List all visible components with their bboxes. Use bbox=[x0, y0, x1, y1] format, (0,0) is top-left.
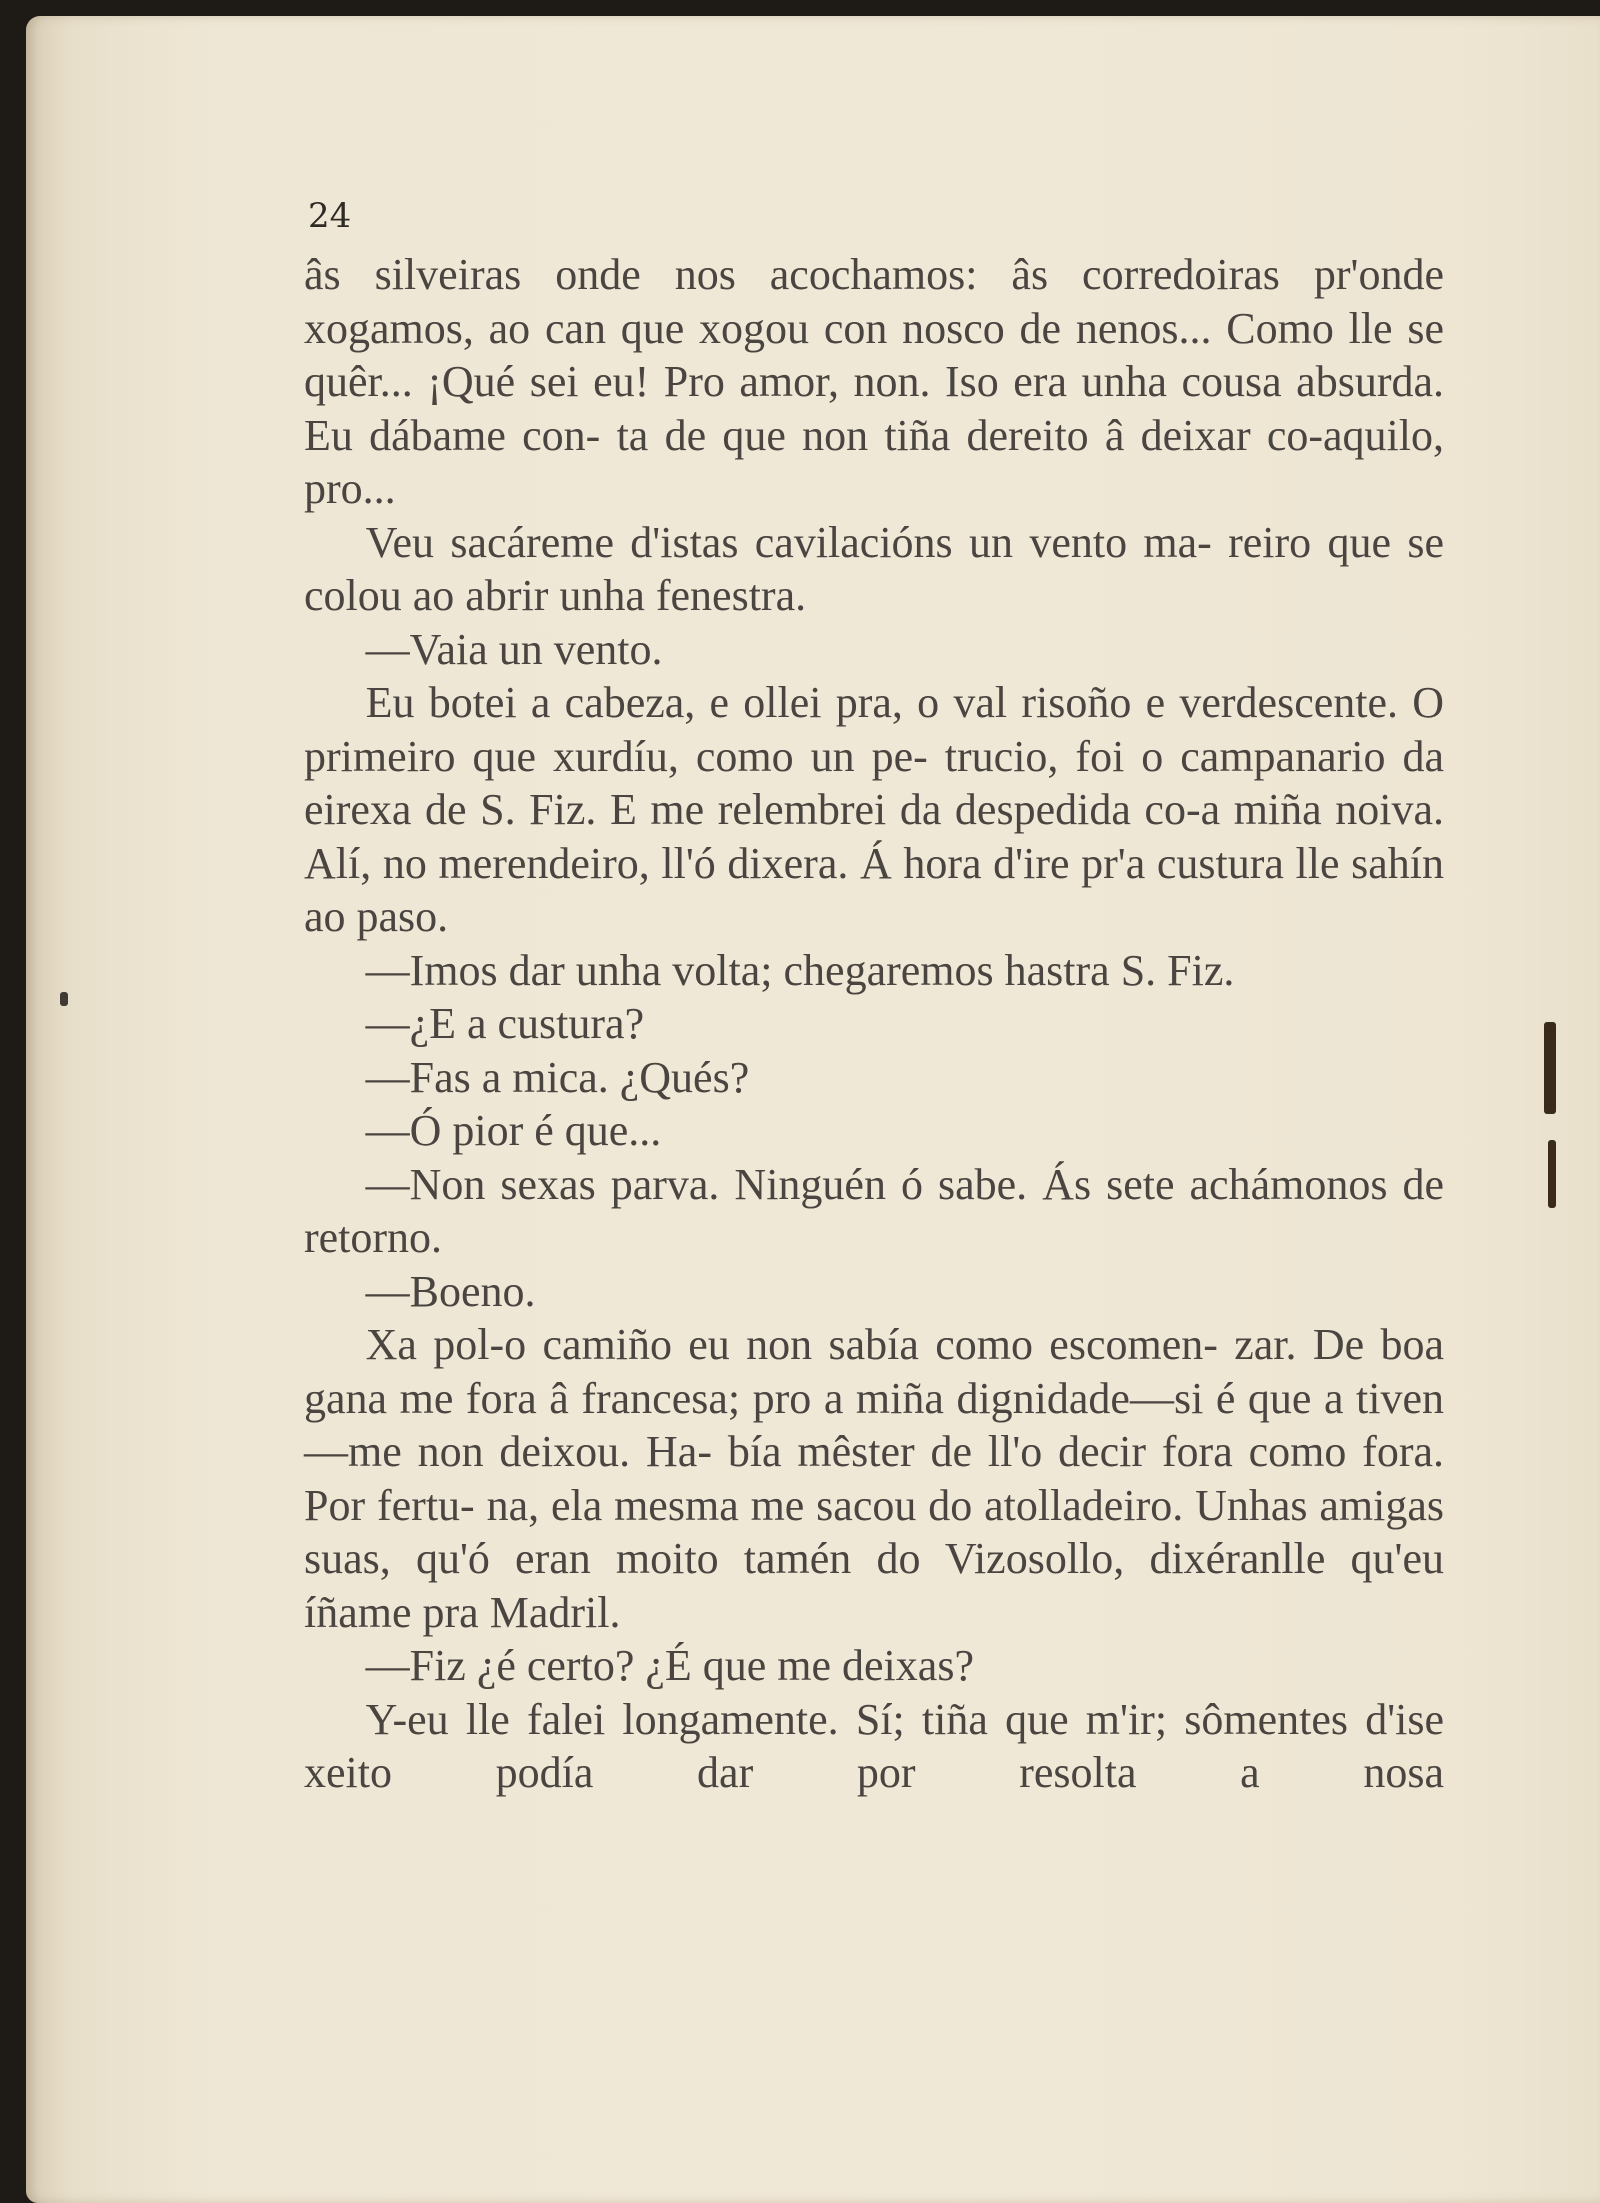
dialogue-line bbox=[304, 1639, 1444, 1693]
text-line: Y-eu lle falei longamente. Sí; tiña que m'ir; bbox=[365, 1694, 1168, 1744]
dialogue-line bbox=[304, 944, 1444, 998]
page-number: 24 bbox=[308, 196, 352, 236]
dialogue-line bbox=[304, 1104, 1444, 1158]
text-line: lle sahín ao paso. bbox=[304, 838, 1445, 941]
text-line: S. Fiz. bbox=[1120, 945, 1235, 995]
text-line: non. Iso era unha cousa absurda. Eu dábame con- bbox=[304, 357, 1445, 460]
text-line: —Fiz ¿é certo? ¿É que me deixas? bbox=[365, 1641, 974, 1690]
text-line: trucio, foi o campanario da eirexa de S. Fiz. E me bbox=[304, 731, 1445, 834]
text-line: reiro que se colou ao abrir unha fenestra. bbox=[304, 517, 1444, 620]
text-line: sômentes d'ise xeito podía dar por resolta a nosa bbox=[304, 1694, 1444, 1797]
edge-stain bbox=[1544, 1022, 1556, 1114]
dialogue-line bbox=[304, 997, 1444, 1051]
text-line: bía mêster de ll'o decir fora como fora. Por fertu- bbox=[304, 1427, 1444, 1530]
text-line: nenos... Como lle se quêr... ¡Qué sei eu! Pro amor, bbox=[304, 303, 1444, 406]
dialogue-line bbox=[304, 1265, 1444, 1319]
text-line: —Ó pior é que... bbox=[365, 1106, 662, 1155]
text-line: —Fas a mica. ¿Qués? bbox=[365, 1052, 750, 1102]
paragraph bbox=[304, 248, 1444, 516]
text-line: zar. De boa gana me fora â francesa; pro a miña bbox=[304, 1320, 1445, 1423]
text-line: —¿E a custura? bbox=[365, 999, 645, 1048]
text-line: amigas suas, qu'ó eran moito tamén do Vizosollo, bbox=[304, 1480, 1445, 1583]
text-line: verdescente. O primeiro que xurdíu, como un pe- bbox=[304, 678, 1445, 781]
text-line: —Boeno. bbox=[365, 1266, 536, 1316]
dialogue-line bbox=[304, 1051, 1444, 1105]
text-line: pr'onde xogamos, ao can que xogou con nosco de bbox=[304, 250, 1445, 353]
text-line: —Vaia un vento. bbox=[365, 624, 663, 674]
edge-stain bbox=[1548, 1140, 1556, 1208]
text-line: Veu sacáreme d'istas cavilacións un vento ma- bbox=[365, 517, 1212, 567]
paper-sheet bbox=[26, 16, 1600, 2203]
text-line: Xa pol-o camiño eu non sabía como escomen- bbox=[365, 1320, 1218, 1369]
paragraph bbox=[304, 676, 1444, 944]
text-line: ta de que non tiña dereito â deixar co-aquilo, pro... bbox=[304, 410, 1445, 513]
text-line: achámonos de retorno. bbox=[304, 1159, 1444, 1262]
text-line: âs silveiras onde nos acochamos: âs corredoiras bbox=[304, 250, 1280, 299]
dialogue-line bbox=[304, 1158, 1444, 1265]
paragraph bbox=[304, 1318, 1444, 1639]
text-line: Eu botei a cabeza, e ollei pra, o val risoño e bbox=[365, 678, 1166, 727]
text-line: relembrei da despedida co-a miña noiva. Alí, no bbox=[304, 785, 1444, 888]
text-line: na, ela mesma me sacou do atolladeiro. Unhas bbox=[486, 1480, 1308, 1530]
ink-fleck bbox=[60, 992, 68, 1006]
paragraph bbox=[304, 516, 1444, 623]
text-line: —Non sexas parva. Ninguén ó sabe. Ás sete bbox=[365, 1159, 1175, 1209]
body-text bbox=[304, 248, 1444, 1800]
dialogue-line bbox=[304, 623, 1444, 677]
text-line: dixéranlle qu'eu íñame pra Madril. bbox=[304, 1534, 1444, 1637]
text-line: —Imos dar unha volta; chegaremos hastra bbox=[365, 945, 1110, 995]
paragraph bbox=[304, 1693, 1444, 1800]
text-line: dignidade—si é que a tiven—me non deixou. Ha- bbox=[304, 1373, 1445, 1476]
text-line: merendeiro, ll'ó dixera. Á hora d'ire pr'a custura bbox=[438, 838, 1284, 888]
